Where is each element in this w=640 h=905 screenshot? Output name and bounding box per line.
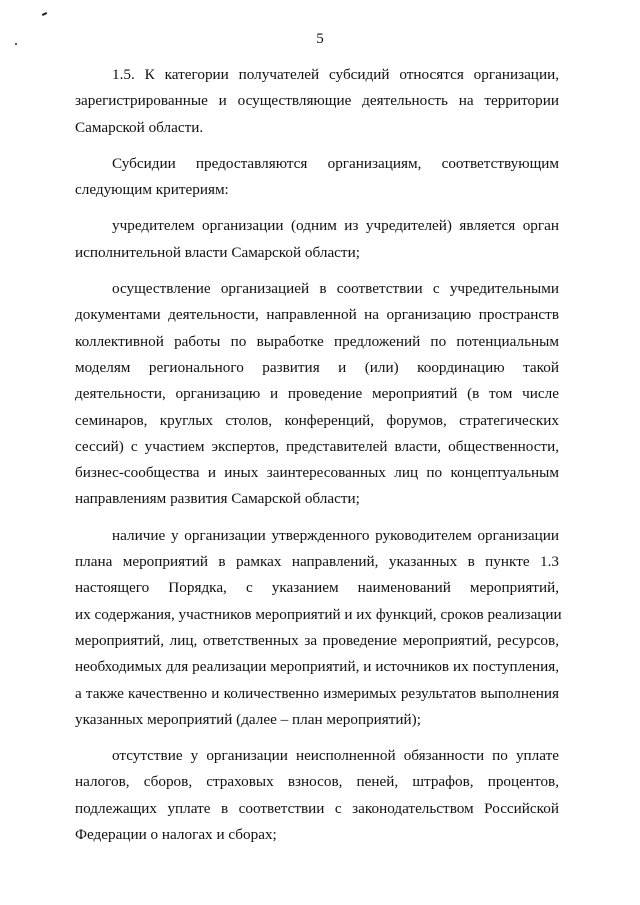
text-line: Субсидии предоставляются организациям, соответствующим	[112, 154, 559, 172]
text-line: Федерации о налогах и сборах;	[75, 826, 277, 844]
text-line: коллективной работы по выработке предложений по потенциальным	[75, 332, 559, 350]
text-line: учредителем организации (одним из учредителей) является орган	[112, 217, 559, 235]
paragraph-criterion-activity	[75, 276, 559, 513]
text-line: направлениям развития Самарской области;	[75, 490, 360, 508]
text-line: необходимых для реализации мероприятий, и источников их поступления,	[75, 658, 559, 676]
page-number: 5	[316, 31, 324, 47]
paragraph-criterion-taxes	[75, 743, 559, 848]
text-line: указанных мероприятий (далее – план мероприятий);	[75, 710, 421, 728]
text-line: семинаров, круглых столов, конференций, форумов, стратегических	[75, 411, 559, 429]
text-line: плана мероприятий в рамках направлений, указанных в пункте 1.3	[75, 553, 559, 571]
text-line: следующим критериям:	[75, 181, 229, 199]
text-line: их содержания, участников мероприятий и их функций, сроков реализации	[75, 605, 562, 623]
text-line: Самарской области.	[75, 118, 204, 136]
text-line: осуществление организацией в соответствии с учредительными	[112, 280, 559, 298]
paragraph-criterion-founder	[75, 213, 559, 266]
text-line: отсутствие у организации неисполненной обязанности по уплате	[112, 747, 559, 765]
text-line: настоящего Порядка, с указанием наименований мероприятий,	[75, 579, 559, 597]
text-line: деятельности, организацию и проведение мероприятий (в том числе	[75, 385, 559, 403]
text-line: исполнительной власти Самарской области;	[75, 243, 360, 261]
text-line: налогов, сборов, страховых взносов, пеней, штрафов, процентов,	[75, 773, 559, 791]
text-line: 1.5. К категории получателей субсидий относятся организации,	[112, 66, 559, 83]
text-line: сессий) с участием экспертов, представителей власти, общественности,	[75, 437, 559, 455]
paragraph-criteria-intro	[75, 151, 559, 204]
text-line: наличие у организации утвержденного руководителем организации	[112, 526, 559, 544]
text-line: подлежащих уплате в соответствии с законодательством Российской	[75, 799, 559, 817]
paragraph-1-5	[75, 62, 559, 141]
text-line: мероприятий, лиц, ответственных за проведение мероприятий, ресурсов,	[75, 631, 559, 649]
text-line: документами деятельности, направленной на организацию пространств	[75, 306, 559, 324]
paragraph-criterion-plan	[75, 523, 562, 733]
document-body	[75, 62, 562, 858]
text-line: зарегистрированные и осуществляющие деятельность на территории	[75, 92, 559, 110]
scan-artifact-dash	[42, 12, 47, 16]
text-line: бизнес-сообщества и иных заинтересованных лиц по концептуальным	[75, 464, 559, 482]
text-line: а также качественно и количественно измеримых результатов выполнения	[75, 684, 559, 702]
text-line: моделям регионального развития и (или) координацию такой	[75, 358, 559, 376]
